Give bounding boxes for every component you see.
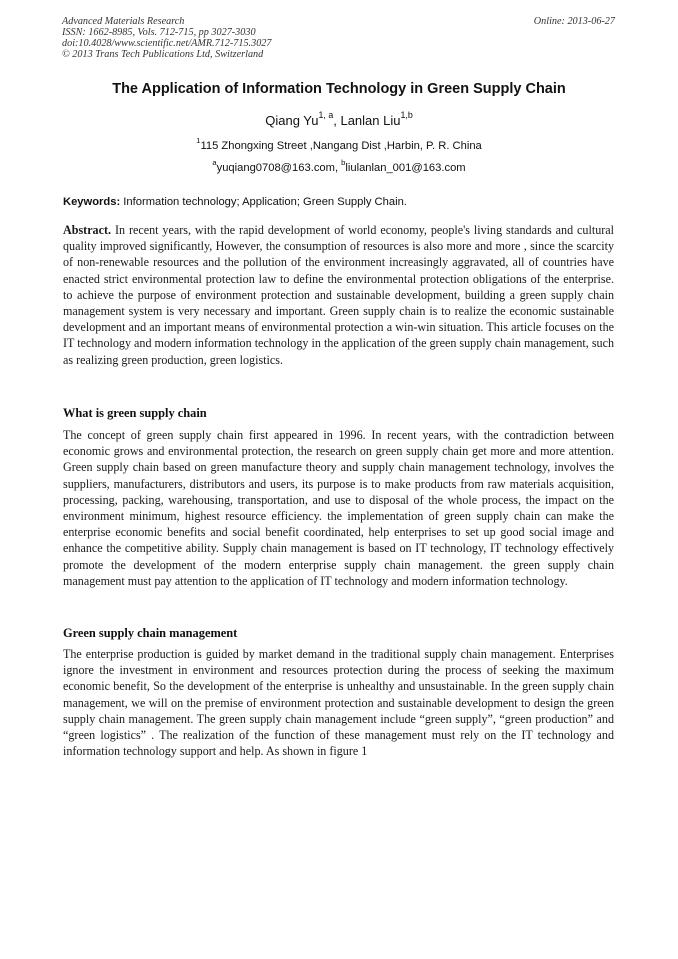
keywords-text: Information technology; Application; Green Supply Chain. (120, 196, 407, 208)
author-name: Lanlan Liu (340, 113, 401, 128)
issn-line: ISSN: 1662-8985, Vols. 712-715, pp 3027-3030 (62, 27, 256, 38)
abstract-label: Abstract. (63, 223, 112, 237)
keywords-line (63, 196, 623, 208)
abstract-paragraph (63, 222, 614, 368)
paper-title: The Application of Information Technology in Green Supply Chain (112, 81, 566, 97)
author-affiliation-mark: 1, a (318, 109, 334, 120)
email-link[interactable]: yuqiang0708@163.com, (216, 162, 342, 174)
email-mark: b (341, 157, 346, 167)
doi-line: doi:10.4028/www.scientific.net/AMR.712-715.3027 (62, 38, 272, 49)
affiliation-mark: 1 (196, 135, 201, 145)
journal-name: Advanced Materials Research (62, 16, 185, 27)
section-heading: What is green supply chain (63, 406, 207, 420)
author-line (0, 109, 678, 128)
address-text: 115 Zhongxing Street ,Nangang Dist ,Harbin, P. R. China (200, 140, 482, 152)
section-paragraph: The concept of green supply chain first appeared in 1996. In recent years, with the contradiction between economic grows and environmental protection, the research on green supply chain get more and more attention. Green supply chain based on green manufacture theory and supply chain management technology, involves the suppliers, manufacturers, distributors and users, its purpose is to make products from raw materials acquisition, processing, packing, warehousing, transportation, and use to disposal of the whole process, the impact on the environment minimum, highest resource efficiency. the implementation of green supply chain can make the enterprise economic benefits and social benefit coordinated, help enterprises to set up good social image and enhance the competitive ability. Supply chain management is based on IT technology, IT technology effectively promote the development of the modern enterprise supply chain management. the green supply chain management must pay attention to the application of IT technology and modern information technology. (63, 428, 614, 588)
author-affiliation-mark: 1,b (400, 109, 413, 120)
author-name: Qiang Yu (265, 113, 319, 128)
affiliation-emails (0, 157, 678, 174)
keywords-label: Keywords: (63, 196, 121, 208)
abstract-text: In recent years, with the rapid development of world economy, people's living standards and cultural quality improved significantly, However, the consumption of resources is also more and more , since the scarcity of non-renewable resources and the pollution of the environment increasingly aggravated, all of countries have enacted strict environmental protection law to define the environmental protection obligations of the enterprise. to achieve the purpose of environment protection and sustainable development, building a green supply chain management system is very necessary and important. Green supply chain is to realize the economic sustainable development and an important means of environmental protection a win-win situation. This article focuses on the IT technology and modern information technology in the application of the green supply chain management, such as realizing green production, green logistics. (63, 223, 614, 367)
author-separator: , (333, 113, 341, 128)
section-paragraph: The enterprise production is guided by market demand in the traditional supply chain management. Enterprises ignore the investment in environment and resources protection during the process of seeking the maximum economic benefit, So the development of the enterprise is unhealthy and unsustainable. In the green supply chain management, we will on the premise of environment protection and sustainable development to design the green supply chain management. The green supply chain management include “green supply”, “green production” and “green logistics” . The realization of the function of these management must rely on the IT technology and information technology support and help. As shown in figure 1 (63, 647, 614, 759)
online-date: Online: 2013-06-27 (533, 16, 615, 27)
journal-header (62, 16, 271, 60)
affiliation-address (0, 135, 678, 152)
copyright-line: © 2013 Trans Tech Publications Ltd, Switzerland (62, 49, 264, 60)
email-mark: a (212, 157, 217, 167)
section-heading: Green supply chain management (63, 626, 238, 640)
email-link[interactable]: liulanlan_001@163.com (345, 162, 466, 174)
